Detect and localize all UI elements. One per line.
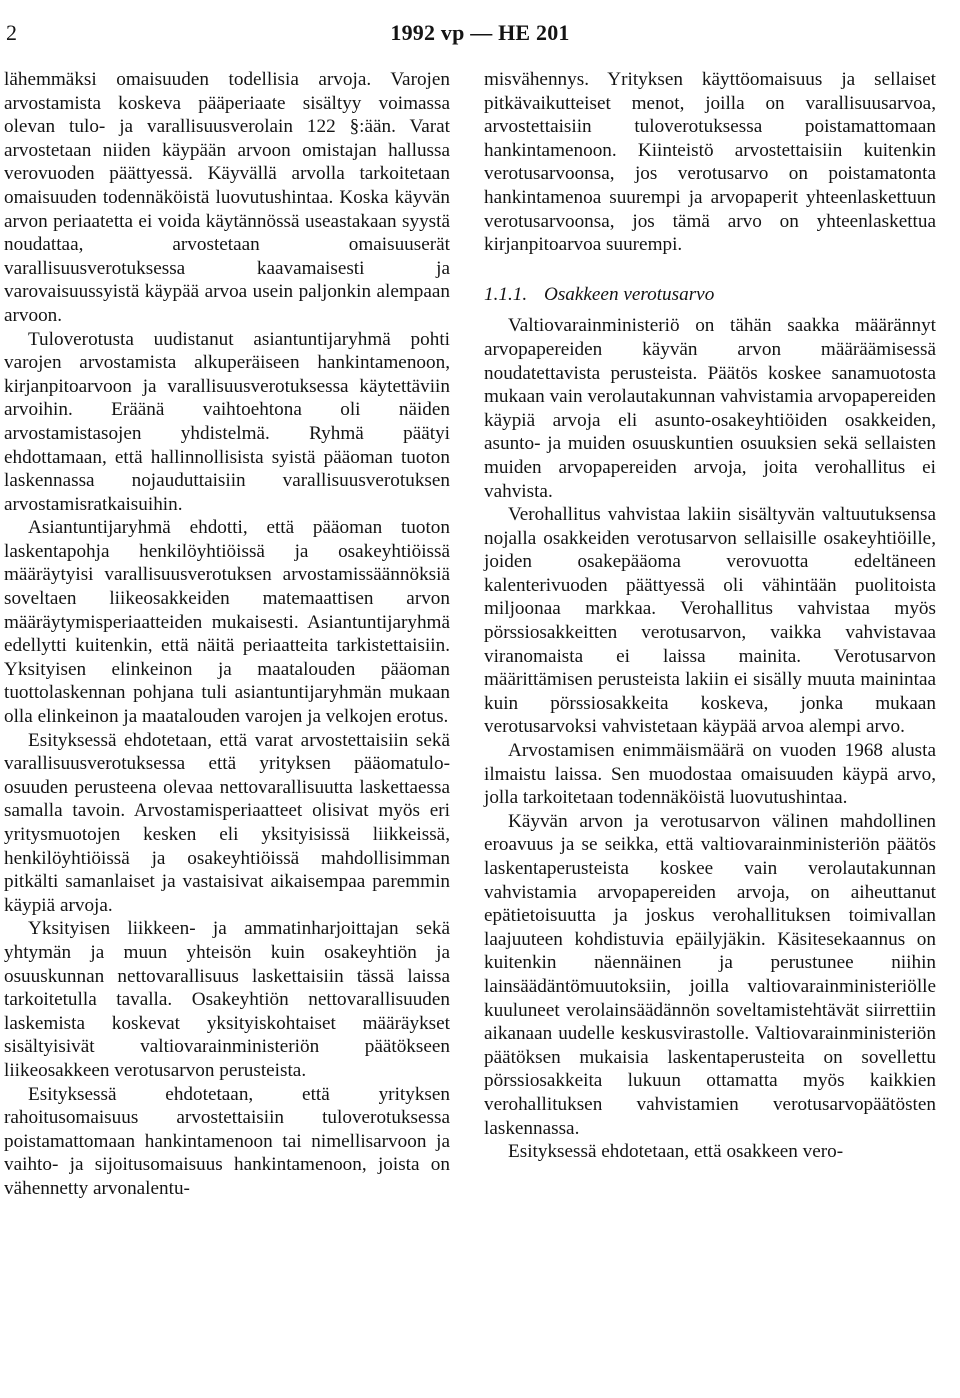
- page-number: 2: [6, 20, 17, 45]
- paragraph: Valtiovarainministeriö on tähän saakka määrännyt arvopapereiden käyvän arvon määräämisessä noudatettavista perusteista. Päätös koskee sanamuotosta mukaan vain verolautakunnan vahvistamia arvopapereiden käypiä arvoja eli asunto-osakeyhtiöiden osakkeiden, asunto- ja muiden osuuskuntien osuuksien sekä sellaisten muiden arvopapereiden arvoja, joita verohallitus ei vahvista.: [484, 315, 936, 502]
- section-heading: [484, 283, 936, 307]
- right-column: [484, 68, 936, 1164]
- paragraph: Tuloverotusta uudistanut asiantuntijaryhmä pohti varojen arvostamista alkuperäiseen hankintamenoon, kirjanpitoarvoon ja varallisuusverotuksessa käytettäviin arvoihin. Eräänä vaihtoehtona oli näiden arvostamistasojen yhdistelmä. Ryhmä päätyi ehdottamaan, että hallinnollisista syistä pääoman tuoton laskennassa nojauduttaisiin varallisuusverotuksen arvostamisratkaisuihin.: [4, 328, 450, 515]
- paragraph: Yksityisen liikkeen- ja ammatinharjoittajan sekä yhtymän ja muun yhteisön kuin osakeyhtiön ja osuuskunnan nettovarallisuus laskettaisiin tässä laissa tarkoitetulla tavalla. Osakeyhtiön nettovarallisuuden laskemista koskevat yksityiskohtaiset määräykset sisältyisivät valtiovarainministeriön päätökseen liikeosakkeen verotusarvon perusteista.: [4, 918, 450, 1081]
- page-header: [0, 14, 960, 54]
- running-title: 1992 vp — HE 201: [390, 20, 570, 45]
- section-number: 1.1.1.: [484, 283, 528, 305]
- paragraph: Esityksessä ehdotetaan, että yrityksen rahoitusomaisuus arvostettaisiin tuloverotuksessa poistamattomaan hankintamenoon tai nimellisarvoon ja vaihto- ja sijoitusomaisuus hankintamenoon, joista on vähennetty arvonalentu-: [4, 1083, 450, 1199]
- paragraph: Esityksessä ehdotetaan, että varat arvostettaisiin sekä varallisuusverotuksessa että yrityksen pääomatulo-osuuden perusteena olevaa nettovarallisuutta laskettaessa samalla tavoin. Arvostamisperiaatteet olisivat myös eri yritysmuotojen kesken eli yksityisissä liikkeissä, henkilöyhtiöissä ja osakeyhtiöissä mahdollisimman pitkälti samanlaiset ja vastaisivat aikaisempaa paremmin käypiä arvoja.: [4, 729, 450, 916]
- paragraph: Esityksessä ehdotetaan, että osakkeen vero-: [508, 1141, 844, 1163]
- paragraph: Asiantuntijaryhmä ehdotti, että pääoman tuoton laskentapohja henkilöyhtiöissä ja osakeyhtiöissä määräytyisi varallisuusverotuksen arvostamissäännöksiä soveltaen liikeosakkeiden matemaattisen arvon määräytymisperiaatteiden mukaisesti. Asiantuntijaryhmä edellytti kuitenkin, että näitä periaatteita tarkistettaisiin. Yksityisen elinkeinon ja maatalouden pääoman tuottolaskennan pohjana tuli asiantuntijaryhmän mukaan olla elinkeinon ja maatalouden varojen ja velkojen erotus.: [4, 517, 450, 728]
- left-column: [4, 68, 450, 1201]
- section-title: Osakkeen verotusarvo: [543, 283, 715, 305]
- paragraph: lähemmäksi omaisuuden todellisia arvoja. Varojen arvostamista koskeva pääperiaate sisältyy voimassa olevan tulo- ja varallisuusverolain 122 §:ään. Varat arvostetaan niiden käypään arvoon omistajan hallussa verovuoden päättyessä. Käyvällä arvolla tarkoitetaan omaisuuden todennäköistä luovutushintaa. Koska käyvän arvon periaatetta ei voida käytännössä useastakaan syystä noudattaa, arvostetaan omaisuuserät varallisuusverotuksessa kaavamaisesti ja varovaisuussyistä käypää arvoa usein paljonkin alempaan arvoon.: [4, 69, 450, 326]
- paragraph: Arvostamisen enimmäismäärä on vuoden 1968 alusta ilmaistu laissa. Sen muodostaa omaisuuden käypä arvo, jolla tarkoitetaan todennäköistä luovutushintaa.: [484, 740, 936, 809]
- paragraph: misvähennys. Yrityksen käyttöomaisuus ja sellaiset pitkävaikutteiset menot, joilla on varallisuusarvoa, arvostettaisiin tuloverotuksessa poistamattomaan hankintamenoon. Kiinteistö arvostettaisiin kuitenkin verotusarvoonsa, jos verotusarvo on poistamatonta hankintamenoa suurempi ja arvopaperit yhteenlaskettuun verotusarvoonsa, jos tämä arvo on yhteenlaskettua kirjanpitoarvoa suurempi.: [484, 69, 936, 256]
- paragraph: Käyvän arvon ja verotusarvon välinen mahdollinen eroavuus ja se seikka, että valtiovarainministeriön päätös laskentaperusteista koskee vain verolautakunnan vahvistamia arvopapereiden arvoja, on aiheuttanut epätietoisuutta ja joskus verohallituksen toimivallan laajuuteen kohdistuvia epäilyjäkin. Käsitesekaannus on kuitenkin näennäinen ja perustunee niihin lainsäädäntömuutoksiin, joilla valtiovarainministeriölle kuuluneet verolainsäädännön soveltamistehtävät siirrettiin aikanaan uudelle keskusvirastolle. Valtiovarainministeriön päätöksen mukaisia laskentaperusteita on sovellettu pörssiosakkeita lukuun ottamatta myös kaikkien verohallituksen vahvistamien verotusarvopäätösten laskennassa.: [484, 810, 936, 1139]
- paragraph: Verohallitus vahvistaa lakiin sisältyvän valtuutuksensa nojalla osakkeiden verotusarvon sellaisille osakeyhtiöille, joiden osakepääoma verovuotta edeltäneen kalenterivuoden päättyessä oli vähintään puolitoista miljoonaa markkaa. Verohallitus vahvistaa myös pörssiosakkeitten verotusarvon, vaikka vahvistavaa viranomaista ei laissa mainita. Verotusarvon määrittämisen perusteista lakiin ei sisälly muuta mainintaa kuin pörssiosakkeita koskeva, jonka mukaan verotusarvoksi vahvistetaan käypää arvoa alempi arvo.: [484, 504, 936, 738]
